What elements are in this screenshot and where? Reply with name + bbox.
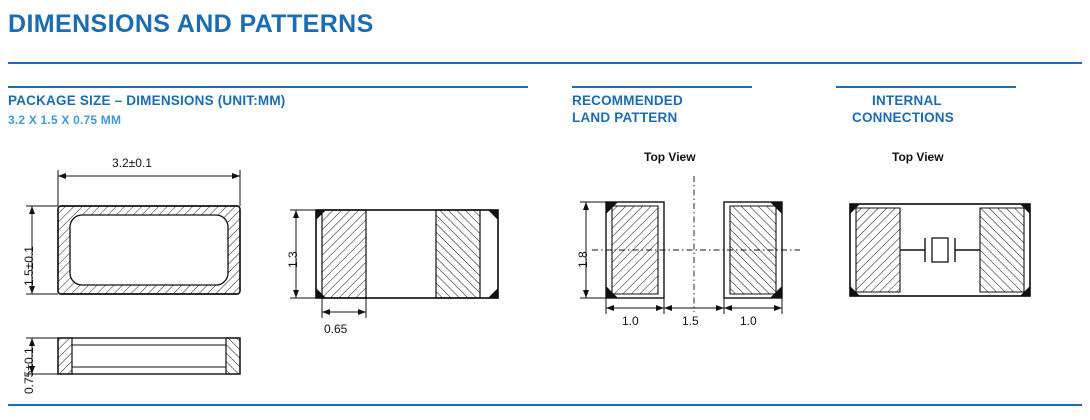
dim-land-width: 1.8 — [576, 251, 590, 268]
internal-view-label: Top View — [892, 150, 944, 164]
package-end-view — [290, 210, 498, 318]
dim-end-height: 1.3 — [286, 251, 300, 268]
dim-top-width: 1.5±0.1 — [22, 246, 36, 286]
dim-side-height: 0.75±0.1 — [22, 347, 36, 394]
dim-land-pad-right: 1.0 — [740, 314, 757, 328]
package-top-view — [26, 170, 240, 294]
section-title-internal-line1: INTERNAL — [872, 93, 942, 108]
dim-land-gap: 1.5 — [682, 314, 699, 328]
section-subtitle-package: 3.2 X 1.5 X 0.75 MM — [8, 113, 122, 127]
section-title-package: PACKAGE SIZE – DIMENSIONS (UNIT:MM) — [8, 93, 286, 108]
section-title-land-line2: LAND PATTERN — [572, 110, 678, 125]
dim-top-length: 3.2±0.1 — [112, 156, 152, 170]
page-title: DIMENSIONS AND PATTERNS — [8, 10, 374, 38]
section-title-land-line1: RECOMMENDED — [572, 93, 683, 108]
section-title-internal-line2: CONNECTIONS — [852, 110, 954, 125]
dim-land-pad-left: 1.0 — [622, 314, 639, 328]
internal-connections-drawing — [850, 204, 1030, 296]
dim-end-pad: 0.65 — [324, 322, 348, 336]
land-view-label: Top View — [644, 150, 696, 164]
package-side-view — [26, 338, 240, 374]
land-pattern-drawing — [580, 176, 800, 314]
